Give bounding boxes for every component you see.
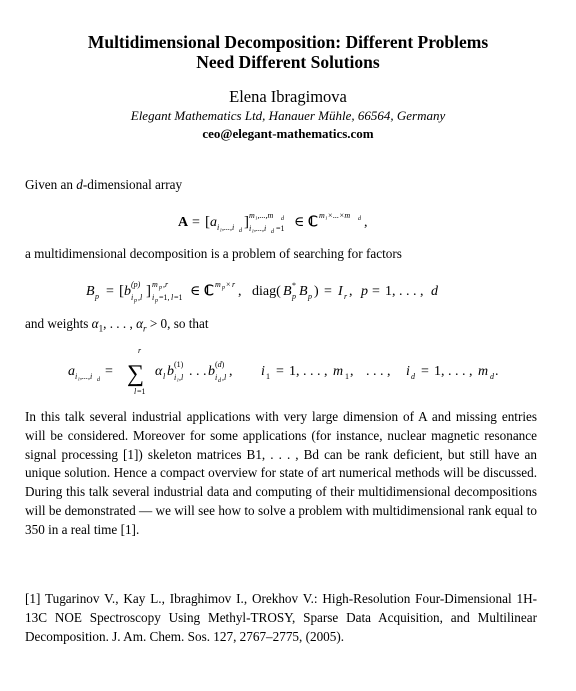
svg-text:d: d [97,377,100,383]
svg-text:,: , [350,364,354,379]
svg-text:l: l [134,387,137,396]
svg-text:=1,: =1, [159,293,170,302]
svg-text:]: ] [146,283,151,299]
svg-text:p: p [134,298,137,304]
svg-text:=1: =1 [276,224,285,233]
svg-text:1: 1 [345,372,349,381]
svg-text:=: = [105,364,113,379]
intro-variable: d [76,177,83,192]
talk-paragraph: In this talk several industrial applications with very large dimension of A and missing entries will be considered. Moreover for some applications (for instance, nuclear magnetic resonance signal processing [1]) skeleton matrices B1, . . . , Bd can be rank deficient, but still have an unique solution. Hence a compact overview for state of art numerical methods will be discussed. During this talk several industrial data and computing of their multidimensional decompositions will be demonstrated — we will see how to solve a problem with multidimensional rank equal to 350 in a real time [1]. [25,409,537,537]
svg-text:i: i [261,364,265,379]
svg-text:]: ] [244,214,249,230]
svg-text:p: p [95,292,99,301]
weights-text-post: , so that [167,316,209,331]
author-affiliation: Elegant Mathematics Ltd, Hanauer Mühle, 66564, Germany [130,108,446,123]
decomposition-sentence: a multidimensional decomposition is a problem of searching for factors [25,246,402,261]
paper-title [0,32,576,72]
svg-text:B: B [86,284,95,299]
svg-text:∈: ∈ [190,284,201,299]
svg-text:i: i [215,373,218,382]
svg-text:r: r [344,292,348,301]
svg-text:i: i [131,293,134,302]
equation-factor-svg [68,274,508,306]
svg-text:m₁×...×m: m₁×...×m [319,211,351,220]
svg-text:1, . . . ,: 1, . . . , [289,364,328,379]
svg-text:r: r [232,280,236,289]
svg-text:I: I [338,284,343,299]
equation-decomposition [0,342,576,400]
svg-text:b: b [208,364,215,379]
svg-text:ℂ: ℂ [308,215,318,230]
weights-math: α [91,316,99,331]
svg-text:b: b [124,284,131,299]
svg-text:(d): (d) [215,360,225,369]
svg-text:∑: ∑ [127,361,145,387]
svg-text:=1: =1 [174,293,183,302]
weights-sentence: and weights $\alpha_1$, . . . , $\alpha_r > 0$, so that [25,316,209,334]
svg-text:[: [ [119,283,124,299]
svg-text:d: d [281,216,284,222]
svg-text:p: p [222,285,225,291]
svg-text:∈: ∈ [294,215,305,230]
svg-text:m: m [152,280,158,289]
svg-text:=: = [106,284,114,299]
svg-text:[: [ [205,214,210,230]
svg-text:l: l [163,372,166,381]
svg-text:=: = [324,284,332,299]
equation-array-svg [138,206,438,236]
svg-text:d: d [218,378,221,384]
svg-text:=: = [192,215,200,230]
svg-text:. . .: . . . [189,364,207,379]
svg-text:=: = [276,364,284,379]
svg-text:α: α [155,364,163,379]
svg-text:d: d [490,372,494,381]
svg-text:m: m [478,364,489,379]
svg-text:. . . ,: . . . , [366,364,391,379]
svg-text:,: , [238,284,242,299]
equation-factor-definition [0,274,576,306]
svg-text:,: , [349,284,353,299]
intro-rest: -dimensional array [82,177,183,192]
svg-text:m: m [333,364,344,379]
svg-text:1: 1 [266,372,270,381]
svg-text:(p): (p) [131,280,141,289]
svg-text:. . . ,: . . . , [399,284,424,299]
svg-text:B: B [283,284,292,299]
svg-text:i₁,...,i: i₁,...,i [75,372,93,381]
svg-text:×: × [226,280,231,289]
svg-text:B: B [299,284,308,299]
equation-decomposition-svg [48,342,528,400]
svg-text:d: d [239,228,242,234]
svg-text:(1): (1) [174,360,184,369]
svg-text:a: a [210,215,217,230]
svg-text:): ) [314,284,319,299]
svg-text:p: p [292,292,296,301]
svg-text:,: , [229,364,233,379]
svg-text:i: i [152,293,155,302]
svg-text:ℂ: ℂ [204,284,214,299]
reference-entry: [1] Tugarinov V., Kay L., Ibraghimov I., Orekhov V.: High-Resolution Four-Dimensional 1H-13C NOE Spectroscopy Using Methyl-TROSY, Sparse Data Acquisition, and Multilinear Decomposition. J. Am. Chem. Sos. 127, 2767–2775, (2005). [25,591,537,644]
svg-text:d: d [271,229,274,235]
intro-text: Given an [25,177,73,192]
svg-text:a: a [68,364,75,379]
title-line-1: Multidimensional Decomposition: Different Problems [87,32,489,52]
svg-text:=1: =1 [137,387,146,396]
svg-text:,l: ,l [222,373,227,382]
svg-text:p: p [155,298,158,304]
svg-text:i₁,l: i₁,l [174,373,184,382]
svg-text:,: , [364,215,368,230]
svg-text:b: b [167,364,174,379]
svg-text:diag(: diag( [252,284,281,299]
svg-text:i₁,...,i: i₁,...,i [217,223,235,232]
svg-text:=: = [421,364,429,379]
author-name: Elena Ibragimova [229,87,347,106]
equation-array-definition [0,206,576,236]
svg-text:l: l [171,293,174,302]
intro-sentence [25,176,537,195]
svg-text:d: d [431,284,438,299]
svg-text:=: = [372,284,380,299]
svg-text:,r: ,r [163,280,169,289]
svg-text:p: p [308,292,312,301]
svg-text:*: * [292,281,296,290]
svg-text:d: d [411,372,415,381]
svg-text:p: p [159,285,162,291]
svg-text:1,: 1, [385,284,396,299]
svg-text:i: i [406,364,410,379]
title-line-2: Need Different Solutions [196,52,380,72]
svg-text:m₁,...,m: m₁,...,m [249,211,274,220]
svg-text:m: m [215,280,221,289]
svg-text:i₁,...,i: i₁,...,i [249,224,267,233]
svg-text:1, . . . ,: 1, . . . , [434,364,473,379]
author-email: ceo@elegant-mathematics.com [202,126,374,141]
svg-text:,l: ,l [138,293,143,302]
svg-text:r: r [138,346,142,355]
svg-text:d: d [358,216,361,222]
svg-text:p: p [361,284,368,299]
svg-text:A: A [178,215,189,230]
svg-text:.: . [495,364,499,379]
weights-text-pre: and weights [25,316,89,331]
